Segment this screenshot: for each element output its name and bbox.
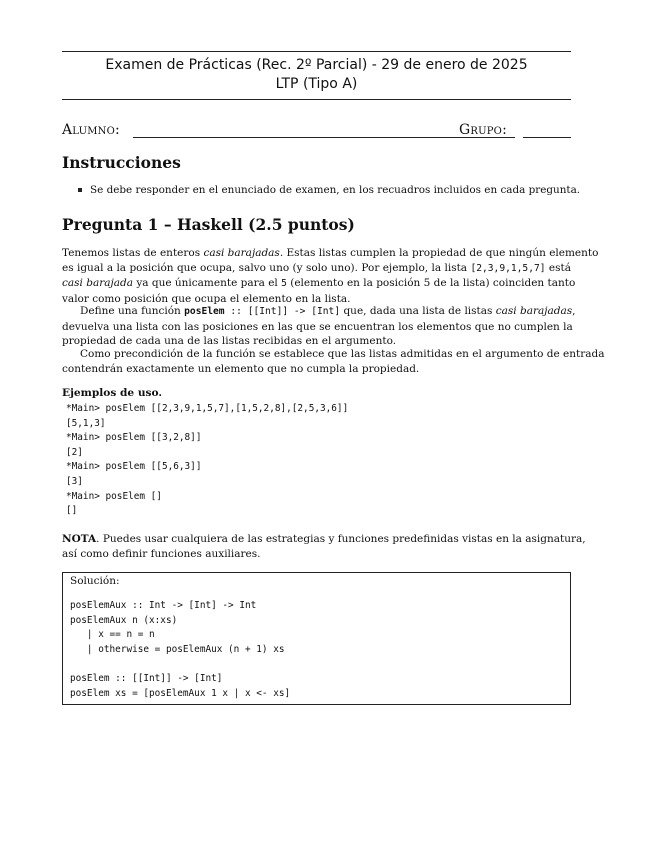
emphasis: casi barajada	[62, 277, 133, 290]
bullet-square-icon	[78, 188, 82, 192]
solution-label: Solución:	[70, 575, 120, 587]
emphasis: casi barajadas	[495, 305, 573, 317]
text: está	[545, 261, 571, 274]
example-line: *Main> posElem [[5,6,3]]	[66, 461, 202, 473]
instruction-text: Se debe responder en el enunciado de examen, en los recuadros incluidos en cada pregunta.	[90, 184, 581, 196]
p1-line-1	[62, 246, 599, 261]
p1-line-2	[62, 261, 571, 277]
nota-line-1	[62, 532, 586, 547]
question1-paragraph-2	[62, 304, 576, 349]
nota-paragraph	[62, 532, 586, 561]
example-line: [2]	[66, 446, 83, 458]
exam-title: Examen de Prácticas (Rec. 2º Parcial) - 29 de enero de 2025	[105, 57, 528, 73]
inline-code-bold: posElem	[184, 306, 225, 317]
instrucciones-heading: Instrucciones	[62, 153, 181, 172]
inline-code: [2,3,9,1,5,7]	[470, 262, 546, 274]
nota-label: NOTA	[62, 533, 97, 545]
text: Define una función	[80, 305, 185, 317]
question1-paragraph-3	[62, 347, 605, 376]
example-line: [5,1,3]	[66, 417, 106, 429]
p2-line-3: propiedad de cada una de las listas recibidas en el argumento.	[62, 335, 397, 348]
question1-paragraph-1	[62, 246, 599, 306]
alumno-field-line[interactable]	[133, 137, 515, 138]
p1-line-4: valor como posición que ocupa el elemento en la lista.	[62, 292, 351, 305]
header-top-rule	[62, 51, 571, 52]
text: (elemento en la posición 5 de la lista) coinciden tanto	[286, 277, 576, 290]
text: que, dada una lista de listas	[340, 305, 496, 317]
example-line: *Main> posElem [[3,2,8]]	[66, 432, 202, 444]
code-line: posElemAux :: Int -> [Int] -> Int	[70, 600, 257, 611]
code-line: posElem xs = [posElemAux 1 x | x <- xs]	[70, 687, 291, 699]
text: . Puedes usar cualquiera de las estrategias y funciones predefinidas vistas en la asignatura,	[96, 533, 586, 545]
solution-code	[70, 599, 290, 701]
text: ,	[572, 305, 576, 317]
header-bottom-rule	[62, 99, 571, 100]
text: . Estas listas cumplen la propiedad de que ningún elemento	[279, 247, 599, 259]
examples-code-block	[66, 402, 348, 519]
inline-code: :: [[Int]] -> [Int]	[224, 306, 341, 317]
example-line: []	[66, 505, 78, 517]
question1-heading: Pregunta 1 – Haskell (2.5 puntos)	[62, 215, 355, 234]
exam-subtitle: LTP (Tipo A)	[275, 76, 358, 92]
example-line: *Main> posElem [[2,3,9,1,5,7],[1,5,2,8],[2,5,3,6]]	[66, 403, 349, 414]
inline-code: 5	[281, 278, 287, 290]
example-line: *Main> posElem []	[66, 490, 162, 502]
text: Tenemos listas de enteros	[62, 247, 204, 259]
p3-line-1: Como precondición de la función se establece que las listas admitidas en el argumento de entrada	[80, 348, 605, 360]
text: es igual a la posición que ocupa, salvo uno (y solo uno). Por ejemplo, la lista	[62, 261, 471, 274]
nota-line-2: así como definir funciones auxiliares.	[62, 547, 261, 560]
code-line: posElem :: [[Int]] -> [Int]	[70, 672, 223, 684]
example-line: [3]	[66, 475, 83, 487]
p2-line-1	[62, 304, 576, 320]
p2-line-2: devuelva una lista con las posiciones en las que se encuentran los elementos que no cumplen la	[62, 320, 573, 333]
student-info-row	[62, 120, 571, 142]
text: ya que únicamente para el	[132, 277, 282, 290]
p1-line-3	[62, 276, 576, 292]
code-line: | x == n = n	[70, 629, 155, 641]
grupo-field-line[interactable]	[523, 137, 571, 138]
grupo-label: Grupo:	[459, 122, 507, 138]
alumno-label: Alumno:	[62, 122, 120, 138]
code-line: posElemAux n (x:xs)	[70, 614, 178, 626]
code-line: | otherwise = posElemAux (n + 1) xs	[70, 643, 285, 655]
solution-box[interactable]	[62, 572, 571, 705]
p3-line-2: contendrán exactamente un elemento que no cumpla la propiedad.	[62, 362, 420, 375]
examples-title: Ejemplos de uso.	[62, 387, 163, 399]
emphasis: casi barajadas	[203, 247, 280, 259]
code-line	[70, 657, 290, 672]
